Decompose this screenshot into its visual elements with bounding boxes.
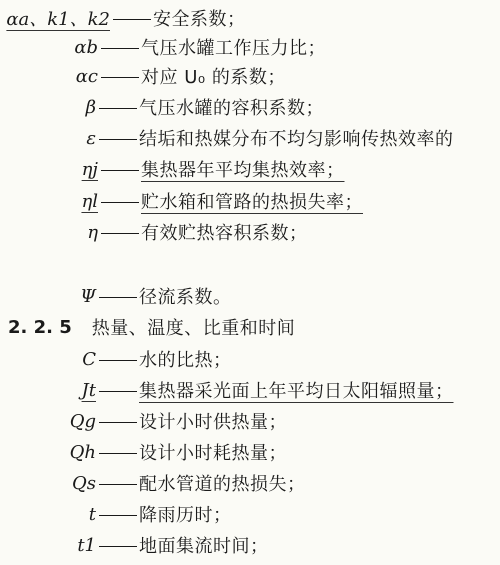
- entry-qh: [0, 437, 500, 467]
- symbol: Ψ: [80, 285, 96, 307]
- entry-epsilon: [0, 123, 500, 153]
- entry-jt: [0, 375, 500, 405]
- description: 集热器年平均集热效率；: [141, 160, 345, 181]
- symbol: ηl: [81, 190, 98, 212]
- description: 设计小时供热量；: [139, 412, 287, 433]
- section-title: 热量、温度、比重和时间: [91, 318, 296, 339]
- entry-beta: [0, 92, 500, 122]
- description: 水的比热；: [139, 350, 232, 371]
- entry-qg: [0, 406, 500, 436]
- description: 降雨历时；: [139, 505, 232, 526]
- em-dash: [99, 422, 137, 423]
- symbol: ηj: [81, 158, 98, 180]
- entry-eta: [0, 217, 500, 247]
- symbol: Qs: [72, 472, 96, 494]
- entry-t: [0, 499, 500, 529]
- symbol: ε: [86, 127, 96, 149]
- description: 地面集流时间；: [139, 536, 269, 557]
- description: 气压水罐的容积系数；: [139, 98, 324, 119]
- em-dash: [101, 202, 139, 203]
- symbol: αa、k1、k2: [6, 9, 110, 30]
- entry-eta-j: [0, 154, 500, 184]
- em-dash: [101, 77, 139, 78]
- em-dash: [99, 391, 137, 392]
- description: 对应 U₀ 的系数；: [141, 67, 286, 88]
- symbol: t1: [77, 534, 96, 556]
- entry-psi: [0, 281, 500, 311]
- symbol: η: [87, 221, 98, 243]
- section-heading: [8, 312, 500, 342]
- description: 气压水罐工作压力比；: [141, 38, 326, 59]
- symbol: Jt: [81, 379, 96, 401]
- symbol: αc: [75, 65, 98, 87]
- em-dash: [101, 48, 139, 49]
- entry-safety-factor: [0, 3, 500, 33]
- description: 有效贮热容积系数；: [141, 223, 308, 244]
- description: 贮水箱和管路的热损失率；: [141, 192, 363, 213]
- entry-c: [0, 344, 500, 374]
- em-dash: [99, 484, 137, 485]
- em-dash: [99, 139, 137, 140]
- description: 径流系数。: [139, 287, 232, 308]
- entry-alpha-b: [0, 32, 500, 62]
- symbol: β: [85, 96, 96, 118]
- em-dash: [99, 515, 137, 516]
- entry-qs: [0, 468, 500, 498]
- em-dash: [99, 297, 137, 298]
- em-dash: [113, 19, 151, 20]
- symbol: Qg: [69, 410, 96, 432]
- symbol: C: [82, 348, 96, 370]
- em-dash: [101, 233, 139, 234]
- symbol: t: [88, 503, 96, 525]
- em-dash: [99, 108, 137, 109]
- symbol: αb: [74, 36, 98, 58]
- description: 安全系数；: [153, 9, 246, 30]
- entry-t1: [0, 530, 500, 560]
- em-dash: [99, 546, 137, 547]
- description: 集热器采光面上年平均日太阳辐照量；: [139, 381, 454, 402]
- em-dash: [99, 360, 137, 361]
- entry-alpha-c: [0, 61, 500, 91]
- description: 设计小时耗热量；: [139, 443, 287, 464]
- symbol: Qh: [69, 441, 96, 463]
- em-dash: [101, 170, 139, 171]
- description: 配水管道的热损失；: [139, 474, 306, 495]
- entry-eta-l: [0, 186, 500, 216]
- description: 结垢和热媒分布不均匀影响传热效率的: [139, 129, 454, 150]
- em-dash: [99, 453, 137, 454]
- section-number: 2. 2. 5: [8, 316, 72, 338]
